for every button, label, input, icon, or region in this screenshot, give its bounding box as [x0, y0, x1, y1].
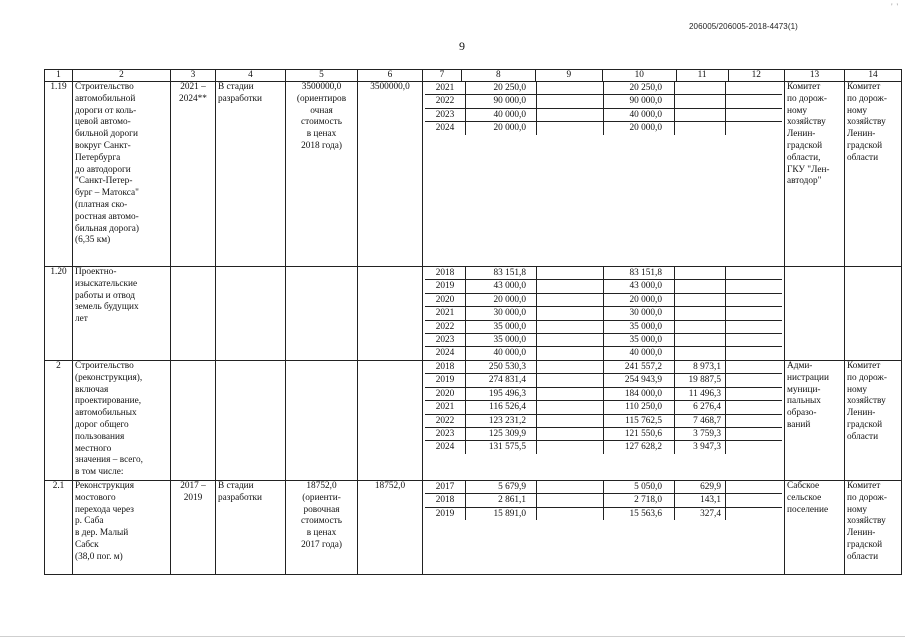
local-value-cell: 327,4: [675, 507, 726, 520]
year-cell: 2024: [425, 347, 466, 360]
year-cell: 2018: [425, 267, 466, 280]
year-cell: 2024: [425, 122, 466, 135]
period-cell: [171, 267, 216, 361]
total-value-cell: 20 000,0: [466, 293, 537, 306]
year-row: [425, 414, 782, 427]
customer-cell: Адми- нистрации муници- пальных образо- ваний: [785, 361, 845, 481]
year-row: [425, 507, 782, 520]
regional-value-cell: 115 762,5: [604, 414, 675, 427]
total-value-cell: 2 861,1: [466, 494, 537, 507]
regional-value-cell: 30 000,0: [604, 307, 675, 320]
year-cell: 2023: [425, 427, 466, 440]
regional-value-cell: 35 000,0: [604, 320, 675, 333]
year-row: [425, 95, 782, 108]
regional-value-cell: 40 000,0: [604, 108, 675, 121]
year-cell: 2021: [425, 401, 466, 414]
year-row: [425, 307, 782, 320]
year-row: [425, 108, 782, 121]
column-number-row: [45, 70, 902, 82]
year-row: [425, 293, 782, 306]
year-cell: 2023: [425, 108, 466, 121]
other-value-cell: [726, 320, 783, 333]
stage-cell: В стадии разработки: [216, 481, 286, 575]
regional-value-cell: 127 628,2: [604, 441, 675, 454]
table-body: [45, 82, 902, 575]
year-cell: 2018: [425, 494, 466, 507]
year-row: [425, 361, 782, 374]
federal-value-cell: [537, 374, 604, 387]
object-name-cell: Реконструкция мостового перехода через р. Саба в дер. Малый Сабск (38,0 пог. м): [73, 481, 171, 575]
column-number: 2: [73, 70, 171, 82]
total-cost-cell: 3500000,0: [358, 82, 423, 267]
federal-value-cell: [537, 507, 604, 520]
total-value-cell: 5 679,9: [466, 481, 537, 494]
column-number: 11: [676, 70, 728, 82]
local-value-cell: [675, 347, 726, 360]
year-cell: 2022: [425, 414, 466, 427]
column-number: 13: [785, 70, 845, 82]
object-name-cell: Строительство автомобильной дороги от коль- цевой автомо- бильной дороги вокруг Санкт- Петербурга до автодороги "Санкт-Петер- бург – Матокса" (платная ско- ростная автомо- бильная дорога) (6,35 км): [73, 82, 171, 267]
year-cell: 2024: [425, 441, 466, 454]
year-cell: 2020: [425, 293, 466, 306]
table-row: [45, 82, 902, 267]
total-value-cell: 35 000,0: [466, 333, 537, 346]
other-value-cell: [726, 414, 783, 427]
total-value-cell: 40 000,0: [466, 347, 537, 360]
other-value-cell: [726, 387, 783, 400]
local-value-cell: 19 887,5: [675, 374, 726, 387]
local-value-cell: 7 468,7: [675, 414, 726, 427]
total-value-cell: 20 000,0: [466, 122, 537, 135]
executor-cell: Комитет по дорож- ному хозяйству Ленин- градской области: [845, 82, 902, 267]
federal-value-cell: [537, 267, 604, 280]
year-row: [425, 401, 782, 414]
regional-value-cell: 184 000,0: [604, 387, 675, 400]
column-number: 10: [602, 70, 676, 82]
stage-cell: [216, 361, 286, 481]
total-value-cell: 131 575,5: [466, 441, 537, 454]
regional-value-cell: 15 563,6: [604, 507, 675, 520]
regional-value-cell: 43 000,0: [604, 280, 675, 293]
local-value-cell: [675, 267, 726, 280]
yearly-financing-cell: [423, 481, 785, 575]
total-value-cell: 35 000,0: [466, 320, 537, 333]
year-row: [425, 333, 782, 346]
other-value-cell: [726, 122, 783, 135]
local-value-cell: 11 496,3: [675, 387, 726, 400]
total-value-cell: 30 000,0: [466, 307, 537, 320]
local-value-cell: [675, 82, 726, 95]
year-cell: 2019: [425, 507, 466, 520]
local-value-cell: [675, 320, 726, 333]
federal-value-cell: [537, 427, 604, 440]
total-value-cell: 125 309,9: [466, 427, 537, 440]
executor-cell: Комитет по дорож- ному хозяйству Ленин- градской области: [845, 481, 902, 575]
column-number: 8: [462, 70, 536, 82]
yearly-financing-table: [425, 481, 782, 520]
column-number: 14: [845, 70, 902, 82]
corner-mark: ' ': [891, 2, 899, 11]
other-value-cell: [726, 307, 783, 320]
regional-value-cell: 20 000,0: [604, 122, 675, 135]
total-value-cell: 15 891,0: [466, 507, 537, 520]
year-row: [425, 82, 782, 95]
period-cell: 2017 – 2019: [171, 481, 216, 575]
federal-value-cell: [537, 441, 604, 454]
regional-value-cell: 2 718,0: [604, 494, 675, 507]
customer-cell: [785, 267, 845, 361]
year-cell: 2021: [425, 307, 466, 320]
federal-value-cell: [537, 401, 604, 414]
total-cost-cell: [358, 267, 423, 361]
row-number-cell: 2.1: [45, 481, 73, 575]
local-value-cell: [675, 280, 726, 293]
local-value-cell: [675, 95, 726, 108]
period-cell: 2021 – 2024**: [171, 82, 216, 267]
customer-cell: Сабское сельское поселение: [785, 481, 845, 575]
total-value-cell: 43 000,0: [466, 280, 537, 293]
document-id: 206005/206005-2018-4473(1): [689, 22, 798, 31]
total-value-cell: 20 250,0: [466, 82, 537, 95]
year-cell: 2019: [425, 374, 466, 387]
row-number-cell: 1.19: [45, 82, 73, 267]
other-value-cell: [726, 267, 783, 280]
estimated-cost-cell: 3500000,0 (ориентиров очная стоимость в ценах 2018 года): [286, 82, 358, 267]
program-table: [44, 69, 902, 575]
federal-value-cell: [537, 95, 604, 108]
year-row: [425, 347, 782, 360]
table-row: [45, 267, 902, 361]
total-value-cell: 83 151,8: [466, 267, 537, 280]
local-value-cell: 3 759,3: [675, 427, 726, 440]
federal-value-cell: [537, 108, 604, 121]
regional-value-cell: 5 050,0: [604, 481, 675, 494]
regional-value-cell: 241 557,2: [604, 361, 675, 374]
year-cell: 2020: [425, 387, 466, 400]
regional-value-cell: 20 000,0: [604, 293, 675, 306]
year-row: [425, 320, 782, 333]
executor-cell: Комитет по дорож- ному хозяйству Ленин- градской области: [845, 361, 902, 481]
year-cell: 2021: [425, 82, 466, 95]
object-name-cell: Проектно- изыскательские работы и отвод земель будущих лет: [73, 267, 171, 361]
year-cell: 2022: [425, 320, 466, 333]
total-value-cell: 90 000,0: [466, 95, 537, 108]
other-value-cell: [726, 95, 783, 108]
local-value-cell: 8 973,1: [675, 361, 726, 374]
other-value-cell: [726, 481, 783, 494]
total-cost-cell: [358, 361, 423, 481]
local-value-cell: [675, 307, 726, 320]
other-value-cell: [726, 108, 783, 121]
other-value-cell: [726, 82, 783, 95]
federal-value-cell: [537, 414, 604, 427]
other-value-cell: [726, 280, 783, 293]
federal-value-cell: [537, 333, 604, 346]
estimated-cost-cell: 18752,0 (ориенти- ровочная стоимость в ценах 2017 года): [286, 481, 358, 575]
total-cost-cell: 18752,0: [358, 481, 423, 575]
column-number: 9: [535, 70, 602, 82]
federal-value-cell: [537, 280, 604, 293]
year-row: [425, 280, 782, 293]
local-value-cell: 3 947,3: [675, 441, 726, 454]
column-number: 3: [171, 70, 216, 82]
federal-value-cell: [537, 387, 604, 400]
yearly-financing-table: [425, 82, 782, 135]
year-cell: 2022: [425, 95, 466, 108]
local-value-cell: [675, 122, 726, 135]
federal-value-cell: [537, 122, 604, 135]
year-row: [425, 267, 782, 280]
column-number: 5: [286, 70, 358, 82]
period-cell: [171, 361, 216, 481]
federal-value-cell: [537, 307, 604, 320]
column-number: 1: [45, 70, 73, 82]
regional-value-cell: 110 250,0: [604, 401, 675, 414]
table-row: [45, 361, 902, 481]
federal-value-cell: [537, 82, 604, 95]
federal-value-cell: [537, 320, 604, 333]
other-value-cell: [726, 333, 783, 346]
year-row: [425, 441, 782, 454]
stage-cell: В стадии разработки: [216, 82, 286, 267]
yearly-financing-table: [425, 267, 782, 360]
regional-value-cell: 121 550,6: [604, 427, 675, 440]
total-value-cell: 123 231,2: [466, 414, 537, 427]
regional-value-cell: 35 000,0: [604, 333, 675, 346]
customer-cell: Комитет по дорож- ному хозяйству Ленин- градской области, ГКУ "Лен- автодор": [785, 82, 845, 267]
table-row: [45, 481, 902, 575]
regional-value-cell: 83 151,8: [604, 267, 675, 280]
year-row: [425, 427, 782, 440]
local-value-cell: 629,9: [675, 481, 726, 494]
local-value-cell: [675, 293, 726, 306]
federal-value-cell: [537, 361, 604, 374]
other-value-cell: [726, 374, 783, 387]
regional-value-cell: 40 000,0: [604, 347, 675, 360]
total-value-cell: 116 526,4: [466, 401, 537, 414]
other-value-cell: [726, 427, 783, 440]
column-number: 7: [423, 70, 462, 82]
row-number-cell: 1.20: [45, 267, 73, 361]
total-value-cell: 274 831,4: [466, 374, 537, 387]
yearly-financing-table: [425, 361, 782, 454]
total-value-cell: 250 530,3: [466, 361, 537, 374]
local-value-cell: 143,1: [675, 494, 726, 507]
federal-value-cell: [537, 494, 604, 507]
estimated-cost-cell: [286, 361, 358, 481]
estimated-cost-cell: [286, 267, 358, 361]
stage-cell: [216, 267, 286, 361]
year-row: [425, 494, 782, 507]
other-value-cell: [726, 494, 783, 507]
year-cell: 2017: [425, 481, 466, 494]
other-value-cell: [726, 361, 783, 374]
other-value-cell: [726, 441, 783, 454]
year-row: [425, 481, 782, 494]
federal-value-cell: [537, 293, 604, 306]
regional-value-cell: 90 000,0: [604, 95, 675, 108]
regional-value-cell: 254 943,9: [604, 374, 675, 387]
row-number-cell: 2: [45, 361, 73, 481]
page-number: 9: [459, 39, 465, 53]
object-name-cell: Строительство (реконструкция), включая проектирование, автомобильных дорог общего пользования местного значения – всего, в том числе:: [73, 361, 171, 481]
other-value-cell: [726, 347, 783, 360]
local-value-cell: [675, 333, 726, 346]
total-value-cell: 195 496,3: [466, 387, 537, 400]
yearly-financing-cell: [423, 267, 785, 361]
executor-cell: [845, 267, 902, 361]
federal-value-cell: [537, 347, 604, 360]
column-number: 12: [728, 70, 784, 82]
year-cell: 2023: [425, 333, 466, 346]
yearly-financing-cell: [423, 82, 785, 267]
year-cell: 2019: [425, 280, 466, 293]
local-value-cell: [675, 108, 726, 121]
other-value-cell: [726, 507, 783, 520]
federal-value-cell: [537, 481, 604, 494]
other-value-cell: [726, 293, 783, 306]
year-cell: 2018: [425, 361, 466, 374]
year-row: [425, 374, 782, 387]
column-number: 6: [358, 70, 423, 82]
regional-value-cell: 20 250,0: [604, 82, 675, 95]
other-value-cell: [726, 401, 783, 414]
local-value-cell: 6 276,4: [675, 401, 726, 414]
yearly-financing-cell: [423, 361, 785, 481]
year-row: [425, 122, 782, 135]
scan-edge-line: [0, 636, 905, 637]
column-number: 4: [216, 70, 286, 82]
total-value-cell: 40 000,0: [466, 108, 537, 121]
year-row: [425, 387, 782, 400]
